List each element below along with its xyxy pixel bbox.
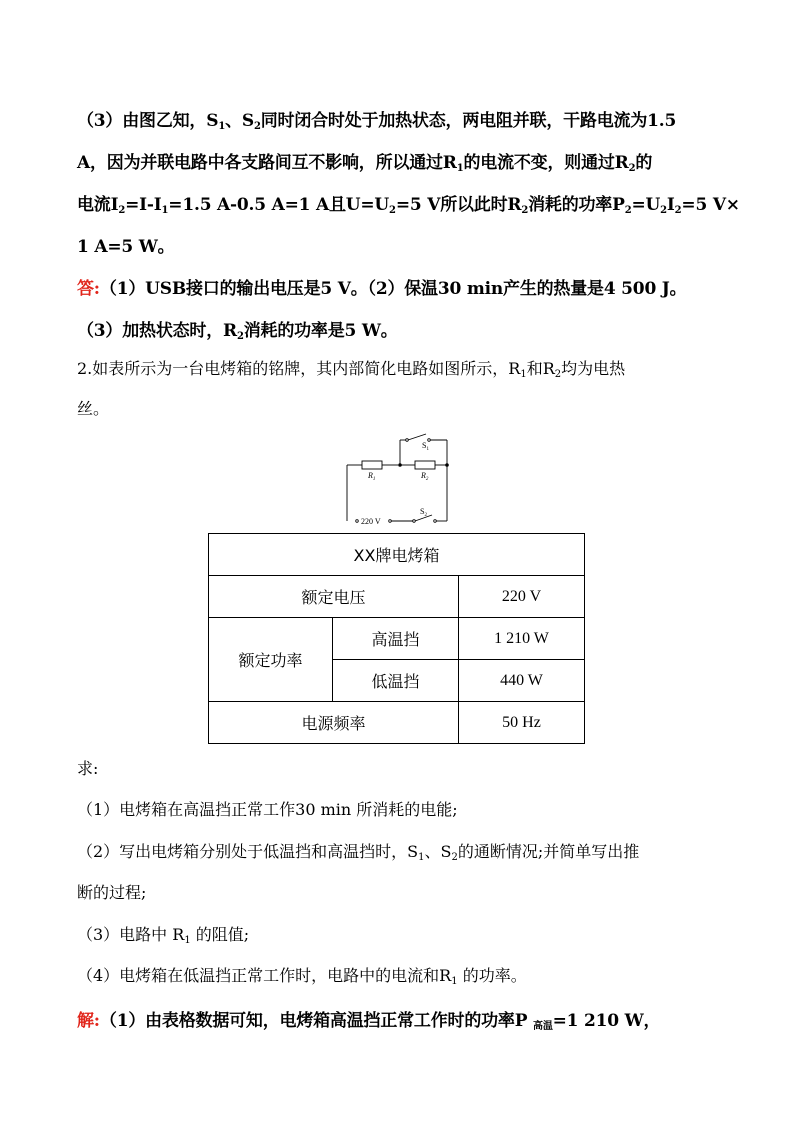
r2-label: $R_2$: [421, 471, 429, 482]
ask-q1: （1）电烤箱在高温挡正常工作30 min 所消耗的电能;: [77, 800, 458, 819]
solution-line-1: 解:（1）由表格数据可知，电烤箱高温挡正常工作时的功率P $_{高温}$=1 210 W，: [77, 1011, 661, 1032]
rated-voltage-value: 220 V: [459, 576, 585, 618]
rated-power-label: 额定功率: [209, 618, 333, 702]
frequency-label: 电源频率: [209, 702, 459, 744]
junction-dot: [445, 463, 449, 467]
ask-label: 求:: [77, 759, 99, 778]
part3-line-4: 1 A=5 W。: [77, 237, 175, 257]
frequency-value: 50 Hz: [459, 702, 585, 744]
answer-line-2: （3）加热状态时，$R_2$消耗的功率是5 W。: [77, 321, 398, 342]
part3-line-2: A，因为并联电路中各支路间互不影响，所以通过$R_1$的电流不变，则通过$R_2$的: [77, 153, 653, 174]
circuit-diagram: [340, 430, 455, 528]
table-title: XX牌电烤箱: [209, 534, 585, 576]
terminal-right: [389, 520, 392, 523]
voltage-label: 220 V: [361, 517, 381, 526]
answer-label: 答:: [77, 279, 100, 299]
rated-voltage-label: 额定电压: [209, 576, 459, 618]
s1-label: $S_1$: [422, 441, 429, 452]
part3-line-1: （3）由图乙知，$S_1$、$S_2$同时闭合时处于加热状态，两电阻并联，干路电流为1.5: [77, 111, 677, 132]
resistor-r1: [362, 461, 382, 469]
r1-label: $R_1$: [368, 471, 376, 482]
ask-q2: （2）写出电烤箱分别处于低温挡和高温挡时，$S_1$、$S_2$的通断情况;并简单写出推: [77, 842, 640, 863]
solution-label: 解:: [77, 1011, 100, 1031]
s2-label: $S_2$: [420, 507, 427, 518]
part3-line-3: 电流$I_2=I-I_1=1.5$ A-0.5 A=1 A且$U=U_2=5$ V所以此时$R_2$消耗的功率$P_2=U_2I_2=5$ V×: [77, 195, 740, 216]
question2-line-2: 丝。: [77, 399, 110, 418]
switch-s1-blade: [408, 434, 426, 440]
answer-line-1: 答:（1）USB接口的输出电压是5 V。（2）保温30 min产生的热量是4 500 J。: [77, 279, 687, 299]
question2-line-1: 2.如表所示为一台电烤箱的铭牌，其内部简化电路如图所示，$R_1$和$R_2$均为电热: [77, 359, 626, 380]
low-temp-value: 440 W: [459, 660, 585, 702]
resistor-r2: [415, 461, 435, 469]
ask-q3: （3）电路中 $R_1$ 的阻值;: [77, 925, 250, 946]
low-temp-label: 低温挡: [333, 660, 459, 702]
nameplate-table: [208, 533, 585, 743]
ask-q2-continued: 断的过程;: [77, 883, 147, 902]
high-temp-label: 高温挡: [333, 618, 459, 660]
junction-dot: [398, 463, 402, 467]
high-temp-value: 1 210 W: [459, 618, 585, 660]
terminal-left: [356, 520, 359, 523]
ask-q4: （4）电烤箱在低温挡正常工作时，电路中的电流和$R_1$ 的功率。: [77, 966, 527, 987]
